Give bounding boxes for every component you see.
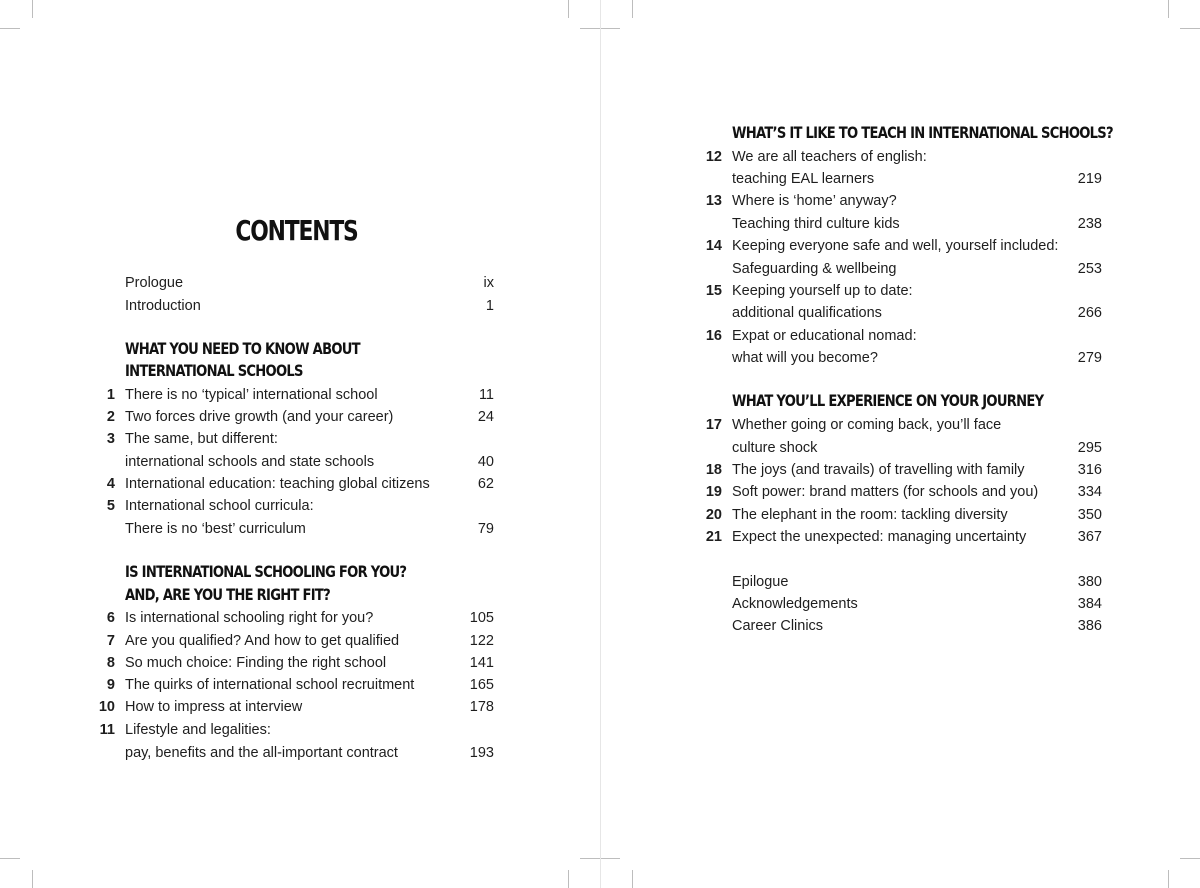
crop-mark: [1168, 870, 1169, 888]
entry-subtitle: additional qualifications: [732, 305, 882, 321]
entry-page: 11: [478, 387, 494, 403]
chapter-number: 11: [99, 722, 115, 738]
entry-page: 295: [1077, 440, 1102, 456]
entry-title: Acknowledgements: [732, 596, 858, 612]
chapter-number: 19: [705, 484, 722, 500]
chapter-number: 6: [106, 610, 115, 626]
entry-title: Expect the unexpected: managing uncertainty: [732, 529, 1027, 545]
entry-page: 384: [1077, 596, 1102, 612]
toc-entry-chapter[interactable]: [106, 607, 494, 629]
entry-page: 367: [1077, 529, 1102, 545]
chapter-number: 17: [705, 417, 722, 433]
toc-entry-chapter[interactable]: [106, 384, 494, 406]
entry-title: The same, but different:: [125, 431, 278, 447]
toc-entry-chapter[interactable]: [705, 526, 1102, 548]
crop-mark: [1180, 858, 1200, 859]
entry-page: 40: [477, 454, 494, 470]
toc-entry-chapter[interactable]: [705, 459, 1102, 481]
toc-entry-chapter[interactable]: [106, 406, 494, 428]
entry-title: Lifestyle and legalities:: [125, 722, 271, 738]
toc-entry-chapter-cont[interactable]: [732, 437, 1102, 459]
entry-title: Two forces drive growth (and your career): [125, 409, 394, 425]
entry-page: 380: [1077, 574, 1102, 590]
crop-mark: [1180, 28, 1200, 29]
entry-page: 279: [1077, 350, 1102, 366]
crop-mark: [32, 0, 33, 18]
toc-entry-chapter-cont[interactable]: [125, 518, 494, 540]
toc-entry-chapter-cont[interactable]: [732, 347, 1102, 369]
entry-subtitle: international schools and state schools: [125, 454, 375, 470]
entry-page: 219: [1077, 171, 1102, 187]
crop-mark: [632, 870, 633, 888]
crop-mark: [1168, 0, 1169, 18]
entry-title: Epilogue: [732, 574, 789, 590]
toc-entry-chapter[interactable]: [705, 504, 1102, 526]
entry-page: 79: [477, 521, 494, 537]
entry-page: 316: [1077, 462, 1102, 478]
entry-page: 1: [485, 298, 494, 314]
toc-entry-chapter[interactable]: [99, 719, 494, 741]
toc-entry-chapter[interactable]: [705, 481, 1102, 503]
chapter-number: 9: [106, 677, 115, 693]
entry-title: Are you qualified? And how to get qualified: [125, 633, 400, 649]
crop-mark: [568, 0, 569, 18]
entry-title: The joys (and travails) of travelling with family: [732, 462, 1025, 478]
toc-entry-chapter[interactable]: [106, 428, 494, 450]
entry-title: International school curricula:: [125, 498, 314, 514]
chapter-number: 18: [705, 462, 722, 478]
toc-entry-chapter-cont[interactable]: [125, 742, 494, 764]
entry-subtitle: teaching EAL learners: [732, 171, 875, 187]
entry-title: International education: teaching global citizens: [125, 476, 430, 492]
entry-title: So much choice: Finding the right school: [125, 655, 387, 671]
entry-subtitle: There is no ‘best’ curriculum: [125, 521, 306, 537]
chapter-number: 13: [705, 193, 722, 209]
entry-page: 193: [469, 745, 494, 761]
entry-page: 62: [477, 476, 494, 492]
entry-title: Where is ‘home’ anyway?: [732, 193, 897, 209]
chapter-number: 16: [705, 328, 722, 344]
entry-title: We are all teachers of english:: [732, 149, 927, 165]
toc-entry-chapter-cont[interactable]: [125, 451, 494, 473]
toc-entry-chapter[interactable]: [106, 652, 494, 674]
chapter-number: 20: [705, 507, 722, 523]
toc-entry-chapter-cont[interactable]: [732, 258, 1102, 280]
section-heading: INTERNATIONAL SCHOOLS: [125, 361, 303, 380]
entry-subtitle: culture shock: [732, 440, 818, 456]
chapter-number: 3: [106, 431, 115, 447]
toc-entry-chapter[interactable]: [98, 696, 494, 718]
toc-entry-epilogue[interactable]: [732, 571, 1102, 593]
chapter-number: 5: [106, 498, 115, 514]
section-heading: AND, ARE YOU THE RIGHT FIT?: [125, 585, 330, 604]
entry-title: Keeping yourself up to date:: [732, 283, 913, 299]
entry-page: 141: [469, 655, 494, 671]
entry-page: 253: [1077, 261, 1102, 277]
chapter-number: 7: [106, 633, 115, 649]
entry-title: Introduction: [125, 298, 201, 314]
chapter-number: 12: [705, 149, 722, 165]
entry-title: Whether going or coming back, you’ll face: [732, 417, 1002, 433]
toc-entry-chapter-cont[interactable]: [732, 302, 1102, 324]
toc-entry-chapter[interactable]: [705, 235, 1102, 257]
entry-subtitle: pay, benefits and the all-important contract: [125, 745, 398, 761]
entry-page: 266: [1077, 305, 1102, 321]
chapter-number: 4: [106, 476, 115, 492]
chapter-number: 10: [98, 699, 115, 715]
entry-page: 24: [477, 409, 494, 425]
crop-mark: [0, 858, 20, 859]
toc-entry-introduction[interactable]: [125, 295, 494, 317]
entry-title: Expat or educational nomad:: [732, 328, 917, 344]
toc-entry-career-clinics[interactable]: [732, 615, 1102, 637]
entry-page: 105: [469, 610, 494, 626]
toc-entry-chapter-cont[interactable]: [732, 213, 1102, 235]
entry-page: 386: [1077, 618, 1102, 634]
toc-entry-chapter[interactable]: [705, 146, 1102, 168]
section-heading: WHAT’S IT LIKE TO TEACH IN INTERNATIONAL SCHOOLS?: [732, 123, 1113, 142]
chapter-number: 8: [106, 655, 115, 671]
toc-entry-prologue[interactable]: [125, 272, 494, 294]
entry-page: 178: [469, 699, 494, 715]
entry-page: 350: [1077, 507, 1102, 523]
toc-entry-chapter[interactable]: [106, 473, 494, 495]
entry-page: ix: [483, 275, 494, 291]
toc-entry-chapter[interactable]: [106, 495, 494, 517]
crop-mark: [568, 870, 569, 888]
section-heading: IS INTERNATIONAL SCHOOLING FOR YOU?: [125, 562, 407, 581]
entry-page: 238: [1077, 216, 1102, 232]
section-heading: WHAT YOU NEED TO KNOW ABOUT: [125, 339, 360, 358]
entry-title: There is no ‘typical’ international school: [125, 387, 378, 403]
page-spine: [600, 0, 601, 888]
crop-mark: [0, 28, 20, 29]
toc-entry-chapter[interactable]: [705, 280, 1102, 302]
toc-entry-chapter-cont[interactable]: [732, 168, 1102, 190]
chapter-number: 1: [106, 387, 115, 403]
entry-title: Keeping everyone safe and well, yourself included:: [732, 238, 1059, 254]
crop-mark: [32, 870, 33, 888]
contents-title: CONTENTS: [235, 214, 358, 247]
entry-title: Is international schooling right for you?: [125, 610, 374, 626]
entry-page: 165: [469, 677, 494, 693]
entry-title: Prologue: [125, 275, 184, 291]
section-heading: WHAT YOU’LL EXPERIENCE ON YOUR JOURNEY: [732, 391, 1044, 410]
entry-title: The quirks of international school recruitment: [125, 677, 415, 693]
entry-subtitle: Teaching third culture kids: [732, 216, 900, 232]
entry-subtitle: Safeguarding & wellbeing: [732, 261, 897, 277]
toc-entry-acknowledgements[interactable]: [732, 593, 1102, 615]
toc-entry-chapter[interactable]: [705, 325, 1102, 347]
toc-entry-chapter[interactable]: [106, 674, 494, 696]
entry-subtitle: what will you become?: [732, 350, 878, 366]
entry-title: Career Clinics: [732, 618, 824, 634]
entry-page: 122: [469, 633, 494, 649]
entry-title: How to impress at interview: [125, 699, 303, 715]
chapter-number: 21: [705, 529, 722, 545]
toc-entry-chapter[interactable]: [705, 414, 1102, 436]
chapter-number: 15: [705, 283, 722, 299]
toc-entry-chapter[interactable]: [106, 630, 494, 652]
crop-mark: [632, 0, 633, 18]
chapter-number: 14: [705, 238, 722, 254]
chapter-number: 2: [106, 409, 115, 425]
entry-title: Soft power: brand matters (for schools and you): [732, 484, 1039, 500]
toc-entry-chapter[interactable]: [705, 190, 1102, 212]
entry-page: 334: [1077, 484, 1102, 500]
entry-title: The elephant in the room: tackling diversity: [732, 507, 1008, 523]
